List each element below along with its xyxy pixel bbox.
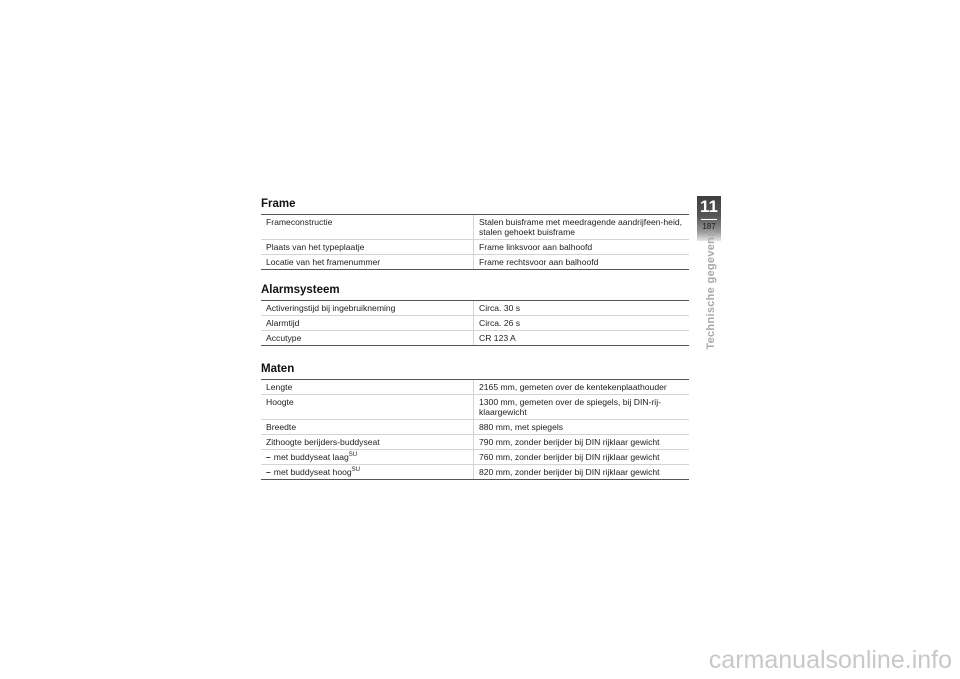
- row-label: Hoogte: [261, 395, 474, 420]
- row-label: Lengte: [261, 380, 474, 395]
- page-body: [261, 194, 689, 480]
- chapter-title: Technische gegevens: [705, 230, 717, 350]
- maten-table: [261, 379, 689, 480]
- table-row: [261, 380, 689, 395]
- table-row: [261, 255, 689, 270]
- row-value: 760 mm, zonder berijder bij DIN rijklaar gewicht: [474, 450, 690, 465]
- row-label: [261, 465, 474, 480]
- table-row: [261, 240, 689, 255]
- section-title-frame: Frame: [261, 198, 296, 210]
- row-label: Alarmtijd: [261, 316, 474, 331]
- row-value: 790 mm, zonder berijder bij DIN rijklaar gewicht: [474, 435, 690, 450]
- table-row: [261, 435, 689, 450]
- row-value: 820 mm, zonder berijder bij DIN rijklaar gewicht: [474, 465, 690, 480]
- row-value: CR 123 A: [474, 331, 690, 346]
- row-label-text: met buddyseat hoog: [273, 467, 352, 477]
- table-row: [261, 420, 689, 435]
- row-value: Frame linksvoor aan balhoofd: [474, 240, 690, 255]
- dash-marker: –: [266, 452, 271, 462]
- table-row: [261, 395, 689, 420]
- dash-marker: –: [266, 467, 271, 477]
- frame-table: [261, 214, 689, 270]
- table-row: [261, 450, 689, 465]
- table-row: [261, 215, 689, 240]
- row-label: Zithoogte berijders-buddyseat: [261, 435, 474, 450]
- su-superscript: SU: [348, 452, 358, 458]
- alarm-table: [261, 300, 689, 346]
- row-label: Activeringstijd bij ingebruikneming: [261, 301, 474, 316]
- row-value: Stalen buisframe met meedragende aandrijfeen-heid, stalen gehoekt buisframe: [474, 215, 690, 240]
- row-value: Circa. 26 s: [474, 316, 690, 331]
- section-title-alarmsysteem: Alarmsysteem: [261, 284, 340, 296]
- chapter-number: 11: [700, 197, 718, 216]
- chapter-divider: [701, 219, 717, 220]
- table-row: [261, 316, 689, 331]
- table-row: [261, 331, 689, 346]
- row-value: 2165 mm, gemeten over de kentekenplaathouder: [474, 380, 690, 395]
- row-value: Circa. 30 s: [474, 301, 690, 316]
- row-label: Locatie van het framenummer: [261, 255, 474, 270]
- row-value: 880 mm, met spiegels: [474, 420, 690, 435]
- table-row: [261, 465, 689, 480]
- row-label: Frameconstructie: [261, 215, 474, 240]
- page-number: 187: [702, 222, 716, 231]
- row-label: [261, 450, 474, 465]
- row-value: 1300 mm, gemeten over de spiegels, bij DIN-rij-klaargewicht: [474, 395, 690, 420]
- row-label: Accutype: [261, 331, 474, 346]
- su-superscript: SU: [351, 467, 361, 473]
- section-title-maten: Maten: [261, 363, 295, 375]
- row-label: Breedte: [261, 420, 474, 435]
- row-label-text: met buddyseat laag: [273, 452, 349, 462]
- row-label: Plaats van het typeplaatje: [261, 240, 474, 255]
- table-row: [261, 301, 689, 316]
- watermark: carmanualsonline.info: [708, 646, 952, 674]
- row-value: Frame rechtsvoor aan balhoofd: [474, 255, 690, 270]
